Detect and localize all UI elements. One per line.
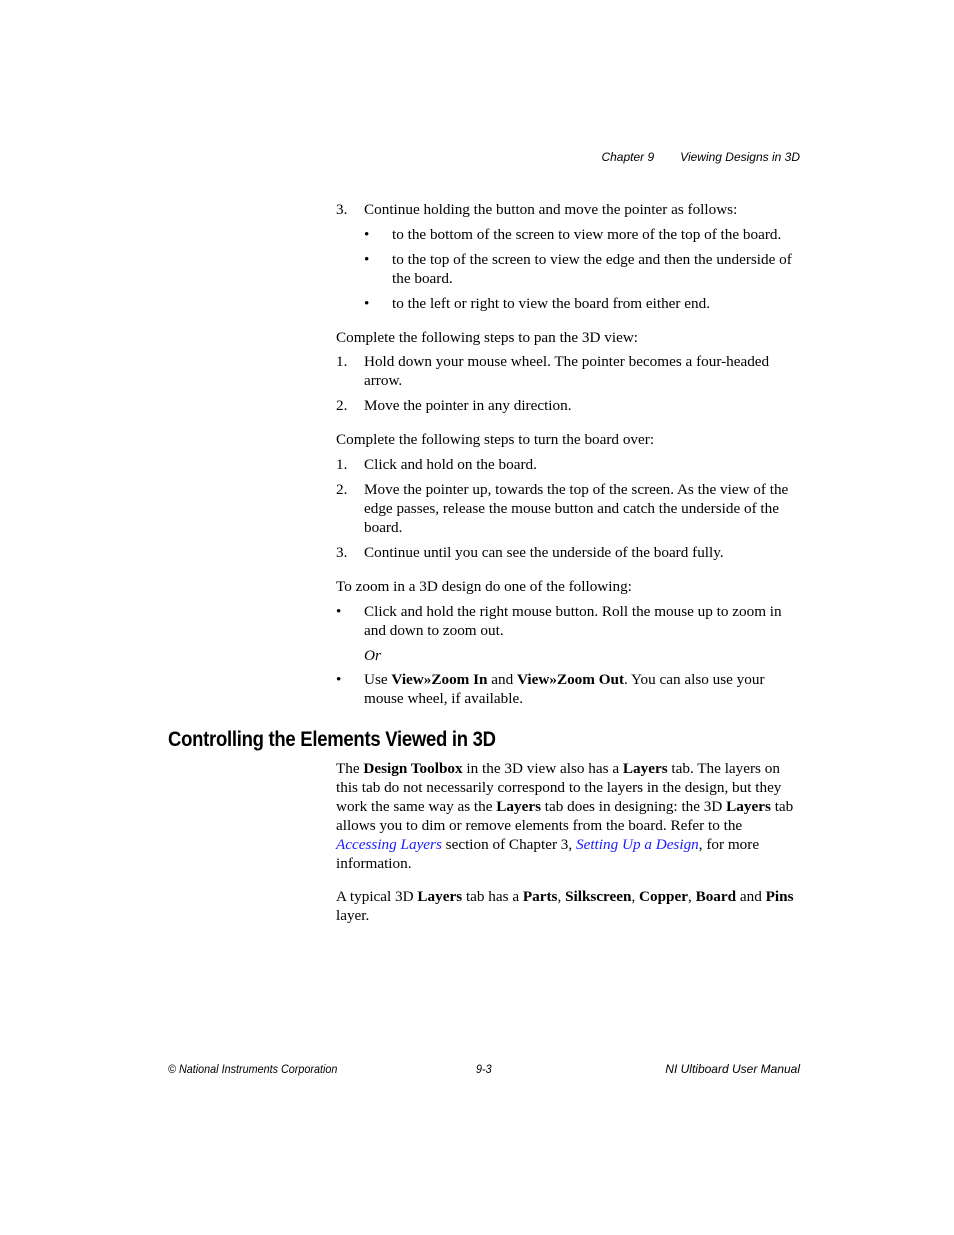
pan-block (336, 328, 798, 415)
step-text: Continue holding the button and move the pointer as follows: (364, 201, 738, 218)
turn-block (336, 430, 798, 562)
term-layers: Layers (622, 760, 668, 777)
pan-intro: Complete the following steps to pan the 3D view: (336, 329, 639, 346)
text-run: tab allows you to dim or remove elements from the board. Refer to the (336, 798, 794, 834)
term-copper: Copper (639, 888, 688, 905)
list-item (336, 480, 798, 537)
header-chapter: Chapter 9 (601, 150, 655, 164)
paragraph-text (336, 759, 798, 873)
list-item (336, 543, 798, 562)
text-run: tab does in designing: the 3D (540, 798, 727, 815)
step-text: Move the pointer in any direction. (364, 397, 572, 414)
list-item (336, 602, 798, 640)
footer-copyright: © National Instruments Corporation (168, 1062, 338, 1076)
text-run: , (557, 888, 566, 905)
step-number: 3. (336, 201, 348, 218)
list-item (336, 670, 798, 708)
term-pins: Pins (765, 888, 794, 905)
or-label: Or (364, 647, 381, 664)
section-paragraph-1 (336, 759, 798, 873)
zoom-block (336, 577, 798, 708)
section-paragraph-2 (336, 887, 798, 925)
bullet-text: to the bottom of the screen to view more of the top of the board. (392, 226, 782, 243)
text-run: Use (364, 671, 392, 688)
bullet-icon: • (336, 671, 342, 688)
term-silkscreen: Silkscreen (565, 888, 632, 905)
list-item (336, 250, 798, 288)
step-number: 3. (336, 544, 348, 561)
bullet-text (336, 670, 798, 708)
text-run: The (336, 760, 364, 777)
footer-page-number: 9-3 (476, 1062, 492, 1076)
term-parts: Parts (522, 888, 558, 905)
list-item (336, 352, 798, 390)
bullet-text: to the top of the screen to view the edge and then the underside of the board. (392, 251, 792, 287)
list-item (336, 294, 798, 313)
step-number: 2. (336, 397, 348, 414)
text-run: and (736, 888, 766, 905)
menu-path-zoom-out: View»Zoom Out (517, 671, 625, 688)
term-layers: Layers (726, 798, 771, 815)
term-design-toolbox: Design Toolbox (363, 760, 463, 777)
bullet-text: Click and hold the right mouse button. Roll the mouse up to zoom in and down to zoom out. (364, 603, 782, 639)
step-text: Continue until you can see the underside of the board fully. (364, 544, 724, 561)
step-text: Move the pointer up, towards the top of the screen. As the view of the edge passes, release the mouse button and catch the underside of the board. (364, 481, 789, 536)
term-layers: Layers (417, 888, 463, 905)
text-run: . You can also use your mouse wheel, if available. (364, 671, 765, 707)
footer-manual-title: NI Ultiboard User Manual (665, 1062, 800, 1076)
text-run: tab has a (462, 888, 523, 905)
bullet-icon: • (336, 603, 342, 620)
text-run: , (631, 888, 640, 905)
step-number: 2. (336, 481, 348, 498)
text-run: and (487, 671, 518, 688)
text-run: A typical 3D (336, 888, 418, 905)
header-title: Viewing Designs in 3D (680, 150, 800, 164)
term-layers: Layers (496, 798, 541, 815)
bullet-icon: • (364, 226, 370, 243)
step3-block (336, 200, 798, 313)
text-run: layer. (336, 907, 370, 924)
bullet-text: to the left or right to view the board from either end. (392, 295, 710, 312)
section-heading: Controlling the Elements Viewed in 3D (168, 728, 496, 751)
list-item (336, 455, 798, 474)
list-item (336, 225, 798, 244)
turn-intro: Complete the following steps to turn the board over: (336, 431, 655, 448)
menu-path-zoom-in: View»Zoom In (391, 671, 488, 688)
zoom-intro: To zoom in a 3D design do one of the following: (336, 578, 632, 595)
text-run: tab. The layers on this tab do not necessarily correspond to the layers in the design, but they work the same way as the (336, 760, 782, 815)
step-text: Click and hold on the board. (364, 456, 537, 473)
running-header (601, 150, 800, 164)
step-text: Hold down your mouse wheel. The pointer becomes a four-headed arrow. (364, 353, 770, 389)
text-run: , (687, 888, 696, 905)
paragraph-text (336, 887, 798, 925)
bullet-icon: • (364, 295, 370, 312)
text-run: section of Chapter 3, (441, 836, 576, 853)
step-number: 1. (336, 456, 348, 473)
list-item (336, 200, 798, 219)
link-setting-up-a-design[interactable]: Setting Up a Design (576, 836, 699, 853)
term-board: Board (695, 888, 737, 905)
link-accessing-layers[interactable]: Accessing Layers (336, 836, 442, 853)
text-run: in the 3D view also has a (462, 760, 623, 777)
step-number: 1. (336, 353, 348, 370)
list-item (336, 396, 798, 415)
bullet-icon: • (364, 251, 370, 268)
text-run: , for more information. (336, 836, 760, 872)
